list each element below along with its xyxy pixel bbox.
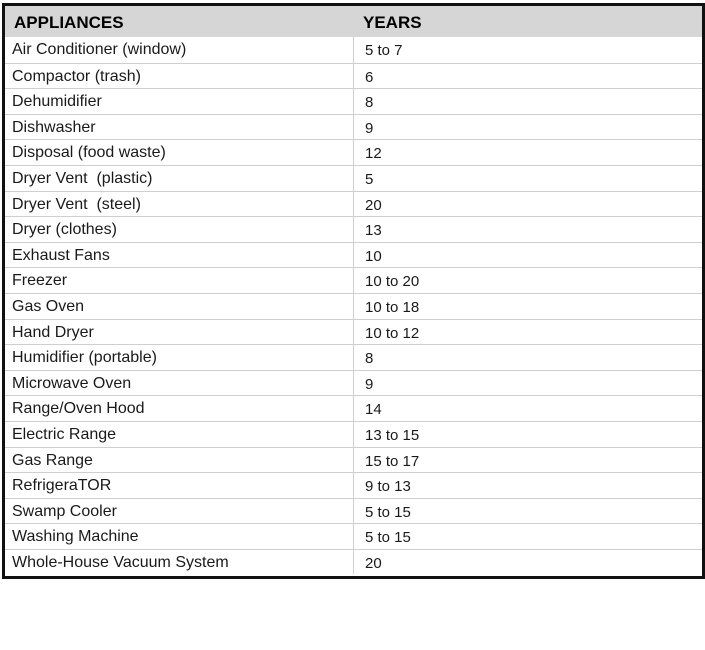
table-row — [5, 37, 702, 63]
appliance-cell: Dehumidifier — [12, 93, 102, 111]
table-row — [5, 63, 702, 89]
appliance-cell: Dishwasher — [12, 118, 96, 136]
table-row — [5, 421, 702, 447]
appliance-cell: Dryer Vent (steel) — [12, 195, 141, 213]
table-row — [5, 267, 702, 293]
appliance-cell: Hand Dryer — [12, 323, 94, 341]
appliance-cell: Whole-House Vacuum System — [12, 553, 229, 571]
years-cell: 10 to 18 — [353, 294, 702, 319]
appliance-cell: Compactor (trash) — [12, 67, 141, 85]
years-cell: 5 — [353, 166, 702, 191]
appliance-cell: Exhaust Fans — [12, 246, 110, 264]
header-years: YEARS — [353, 6, 702, 37]
appliance-cell: Freezer — [12, 272, 68, 290]
years-cell: 20 — [353, 550, 702, 575]
years-cell: 13 to 15 — [353, 422, 702, 447]
table-row — [5, 216, 702, 242]
years-cell: 8 — [353, 345, 702, 370]
table-row — [5, 88, 702, 114]
table-row — [5, 191, 702, 217]
appliance-cell: Gas Range — [12, 451, 93, 469]
years-cell: 14 — [353, 396, 702, 421]
table-row — [5, 395, 702, 421]
table-row — [5, 114, 702, 140]
years-cell: 10 to 20 — [353, 268, 702, 293]
years-cell: 9 — [353, 371, 702, 396]
appliance-cell: Air Conditioner (window) — [12, 41, 187, 58]
appliance-cell: RefrigeraTOR — [12, 477, 112, 495]
table-row — [5, 472, 702, 498]
appliance-cell: Disposal (food waste) — [12, 144, 166, 162]
table-row — [5, 319, 702, 345]
table-row — [5, 370, 702, 396]
appliance-cell: Swamp Cooler — [12, 502, 117, 520]
appliance-cell: Dryer (clothes) — [12, 221, 117, 239]
header-appliances: APPLIANCES — [14, 13, 124, 32]
table-row — [5, 293, 702, 319]
table-row — [5, 139, 702, 165]
appliance-cell: Humidifier (portable) — [12, 349, 157, 367]
appliance-cell: Range/Oven Hood — [12, 400, 145, 418]
years-cell: 9 — [353, 115, 702, 140]
years-cell: 5 to 7 — [353, 37, 702, 63]
years-cell: 10 — [353, 243, 702, 268]
appliance-cell: Gas Oven — [12, 297, 85, 315]
years-cell: 12 — [353, 140, 702, 165]
table-row — [5, 165, 702, 191]
years-cell: 5 to 15 — [353, 524, 702, 549]
years-cell: 10 to 12 — [353, 320, 702, 345]
table-row — [5, 498, 702, 524]
years-cell: 15 to 17 — [353, 448, 702, 473]
table-body — [5, 37, 702, 574]
years-cell: 13 — [353, 217, 702, 242]
years-cell: 5 to 15 — [353, 499, 702, 524]
table-row — [5, 447, 702, 473]
table-row — [5, 344, 702, 370]
years-cell: 20 — [353, 192, 702, 217]
appliance-lifespan-table — [2, 3, 705, 579]
appliance-cell: Washing Machine — [12, 528, 139, 546]
appliance-cell: Microwave Oven — [12, 374, 132, 392]
table-row — [5, 242, 702, 268]
table-row — [5, 523, 702, 549]
years-cell: 6 — [353, 64, 702, 89]
years-cell: 9 to 13 — [353, 473, 702, 498]
table-row — [5, 549, 702, 575]
appliance-cell: Dryer Vent (plastic) — [12, 169, 153, 187]
years-cell: 8 — [353, 89, 702, 114]
appliance-cell: Electric Range — [12, 425, 117, 443]
table-header — [5, 6, 702, 37]
